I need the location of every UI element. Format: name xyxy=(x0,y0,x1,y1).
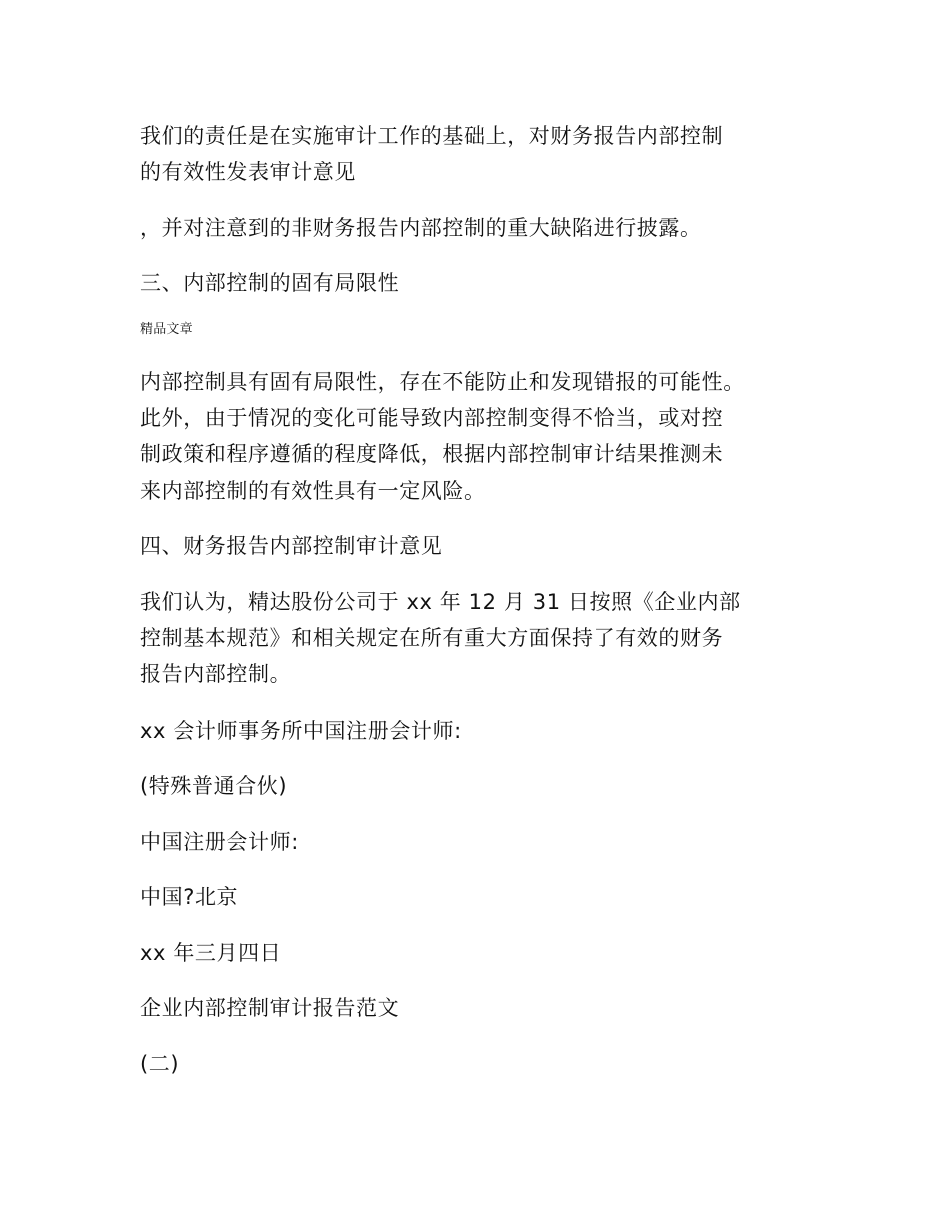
limitation-line-4: 来内部控制的有效性具有一定风险。 xyxy=(140,479,486,503)
responsibility-line-3: ，并对注意到的非财务报告内部控制的重大缺陷进行披露。 xyxy=(140,216,702,240)
responsibility-line-1: 我们的责任是在实施审计工作的基础上，对财务报告内部控制 xyxy=(140,124,724,148)
limitation-line-2: 此外，由于情况的变化可能导致内部控制变得不恰当，或对控 xyxy=(140,406,724,430)
watermark-label: 精品文章 xyxy=(140,322,193,337)
opinion-line-2: 控制基本规范》和相关规定在所有重大方面保持了有效的财务 xyxy=(140,626,724,650)
date-line: xx 年三月四日 xyxy=(140,941,282,965)
opinion-line-3: 报告内部控制。 xyxy=(140,662,292,686)
section-3-heading: 三、内部控制的固有局限性 xyxy=(140,271,400,295)
next-report-number: (二) xyxy=(140,1052,180,1076)
firm-line: xx 会计师事务所中国注册会计师: xyxy=(140,719,462,743)
cpa-line: 中国注册会计师: xyxy=(140,830,299,854)
opinion-line-1: 我们认为，精达股份公司于 xx 年 12 月 31 日按照《企业内部 xyxy=(140,590,741,614)
next-report-title: 企业内部控制审计报告范文 xyxy=(140,996,400,1020)
limitation-line-1: 内部控制具有固有局限性，存在不能防止和发现错报的可能性。 xyxy=(140,370,745,394)
location-line: 中国?北京 xyxy=(140,885,239,909)
section-4-heading: 四、财务报告内部控制审计意见 xyxy=(140,534,443,558)
partnership-line: (特殊普通合伙) xyxy=(140,774,288,798)
responsibility-line-2: 的有效性发表审计意见 xyxy=(140,160,356,184)
limitation-line-3: 制政策和程序遵循的程度降低，根据内部控制审计结果推测未 xyxy=(140,442,724,466)
